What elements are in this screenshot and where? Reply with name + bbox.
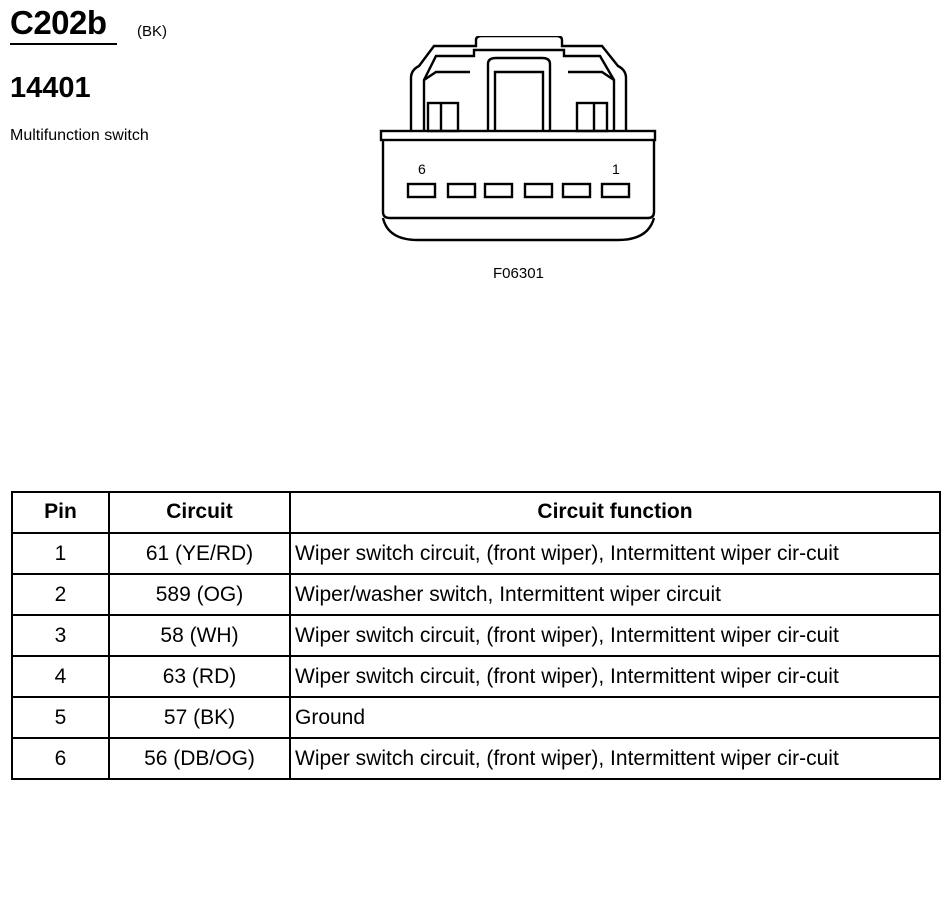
right-window bbox=[577, 103, 607, 131]
pin-cavity-5 bbox=[448, 184, 475, 197]
part-number: 14401 bbox=[10, 72, 91, 104]
circuit-cell: 58 (WH) bbox=[109, 615, 290, 656]
pin-cell: 4 bbox=[12, 656, 109, 697]
pin-cell: 5 bbox=[12, 697, 109, 738]
function-cell: Ground bbox=[290, 697, 940, 738]
center-lock-inner bbox=[495, 72, 543, 131]
function-cell: Wiper switch circuit, (front wiper), Intermittent wiper cir-cuit bbox=[290, 738, 940, 779]
latch-inner-outline bbox=[424, 50, 614, 131]
pin-cavity-2 bbox=[563, 184, 590, 197]
function-cell: Wiper/washer switch, Intermittent wiper circuit bbox=[290, 574, 940, 615]
table-header-row bbox=[12, 492, 940, 533]
pin-cell: 6 bbox=[12, 738, 109, 779]
component-name: Multifunction switch bbox=[10, 127, 149, 144]
pin-cell: 3 bbox=[12, 615, 109, 656]
circuit-cell: 589 (OG) bbox=[109, 574, 290, 615]
pinout-table bbox=[11, 491, 941, 780]
pin-cavity-3 bbox=[525, 184, 552, 197]
latch-right-step bbox=[568, 72, 614, 80]
center-lock bbox=[488, 58, 550, 131]
header-circuit: Circuit bbox=[109, 492, 290, 533]
title-underline bbox=[10, 43, 117, 45]
table-row bbox=[12, 615, 940, 656]
pin-cell: 1 bbox=[12, 533, 109, 574]
connector-base bbox=[383, 218, 654, 240]
pin-label-6: 6 bbox=[418, 161, 426, 177]
circuit-cell: 57 (BK) bbox=[109, 697, 290, 738]
circuit-cell: 61 (YE/RD) bbox=[109, 533, 290, 574]
table-row bbox=[12, 574, 940, 615]
connector-body bbox=[383, 140, 654, 218]
pin-cavity-1 bbox=[602, 184, 629, 197]
pin-label-1: 1 bbox=[612, 161, 620, 177]
function-cell: Wiper switch circuit, (front wiper), Intermittent wiper cir-cuit bbox=[290, 656, 940, 697]
connector-color: (BK) bbox=[137, 23, 167, 40]
pin-cell: 2 bbox=[12, 574, 109, 615]
header-pin: Pin bbox=[12, 492, 109, 533]
function-cell: Wiper switch circuit, (front wiper), Intermittent wiper cir-cuit bbox=[290, 533, 940, 574]
table-row bbox=[12, 533, 940, 574]
flange bbox=[381, 131, 655, 140]
table-row bbox=[12, 656, 940, 697]
latch-left-step bbox=[424, 72, 470, 80]
table-row bbox=[12, 697, 940, 738]
pin-cavity-4 bbox=[485, 184, 512, 197]
table-row bbox=[12, 738, 940, 779]
figure-code: F06301 bbox=[493, 265, 544, 282]
header-function: Circuit function bbox=[290, 492, 940, 533]
connector-diagram bbox=[378, 36, 660, 246]
circuit-cell: 56 (DB/OG) bbox=[109, 738, 290, 779]
connector-id: C202b bbox=[10, 4, 107, 41]
circuit-cell: 63 (RD) bbox=[109, 656, 290, 697]
left-window bbox=[428, 103, 458, 131]
pin-cavity-6 bbox=[408, 184, 435, 197]
function-cell: Wiper switch circuit, (front wiper), Intermittent wiper cir-cuit bbox=[290, 615, 940, 656]
